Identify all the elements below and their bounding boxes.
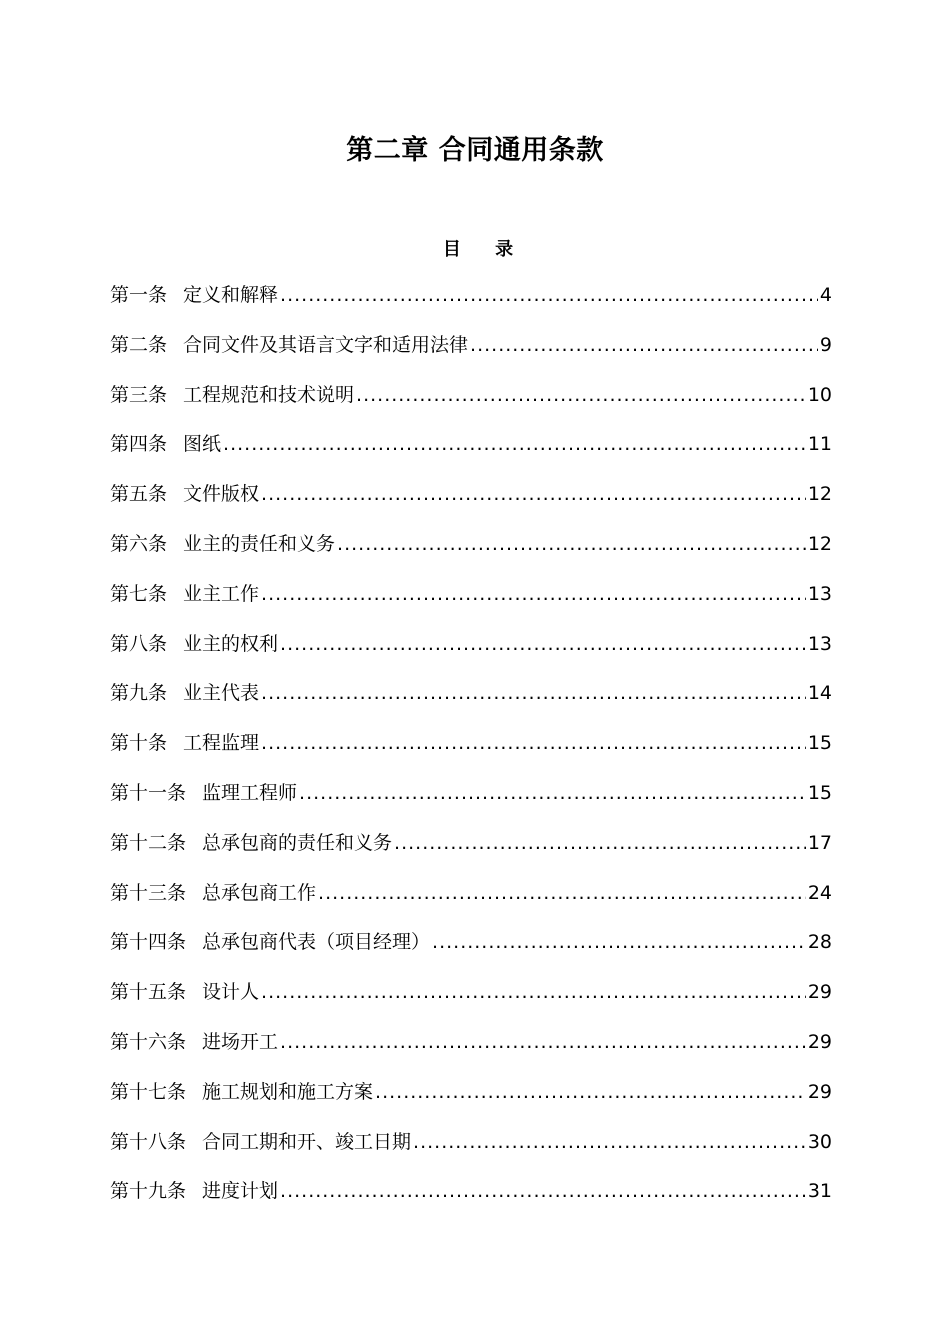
toc-entry-number: 第十六条 [110, 1030, 187, 1053]
toc-entry[interactable] [110, 629, 832, 679]
toc-dot-leader [299, 782, 806, 804]
toc-entry-title: 业主的权利 [183, 632, 279, 655]
toc-entry-title: 文件版权 [183, 483, 260, 506]
toc-entry-title: 施工规划和施工方案 [202, 1080, 374, 1103]
toc-entry-page: 14 [807, 682, 832, 705]
toc-entry-page: 13 [807, 582, 832, 605]
toc-entry-number: 第五条 [110, 483, 168, 506]
toc-dot-leader [470, 334, 818, 356]
toc-entry-title: 总承包商工作 [202, 881, 317, 904]
toc-entry-number: 第十七条 [110, 1080, 187, 1103]
toc-entry-page: 9 [819, 333, 832, 356]
toc-entry-page: 29 [807, 981, 832, 1004]
toc-entry-number: 第九条 [110, 682, 168, 705]
toc-entry-page: 30 [807, 1130, 832, 1153]
toc-entry-title: 定义和解释 [183, 284, 279, 306]
toc-entry-page: 12 [807, 532, 832, 555]
toc-entry-number: 第十三条 [110, 881, 187, 904]
toc-entry-title: 业主工作 [183, 582, 260, 605]
toc-dot-leader [280, 633, 806, 655]
toc-entry[interactable] [110, 380, 832, 430]
toc-entry-title: 工程监理 [183, 732, 260, 755]
toc-entry[interactable] [110, 479, 832, 529]
toc-entry-number: 第十一条 [110, 781, 187, 804]
toc-entry-title: 工程规范和技术说明 [183, 383, 355, 406]
toc-entry-number: 第七条 [110, 582, 168, 605]
toc-dot-leader [394, 832, 806, 854]
toc-entry-title: 总承包商代表（项目经理） [202, 931, 431, 954]
toc-entry[interactable] [110, 828, 832, 878]
toc-entry[interactable] [110, 878, 832, 928]
toc-entry-number: 第十八条 [110, 1130, 187, 1153]
toc-entry-page: 12 [807, 483, 832, 506]
toc-entry[interactable] [110, 330, 832, 380]
toc-entry[interactable] [110, 927, 832, 977]
toc-entry-page: 28 [807, 931, 832, 954]
toc-dot-leader [356, 384, 806, 406]
toc-entry-title: 总承包商的责任和义务 [202, 831, 393, 854]
toc-entry-number: 第六条 [110, 532, 168, 555]
toc-entry[interactable] [110, 1027, 832, 1077]
toc-dot-leader [261, 483, 806, 505]
toc-entry[interactable] [110, 579, 832, 629]
toc-entry[interactable] [110, 1176, 832, 1226]
toc-entry[interactable] [110, 429, 832, 479]
toc-entry[interactable] [110, 977, 832, 1027]
toc-dot-leader [318, 882, 806, 904]
toc-heading: 目 录 [442, 239, 528, 260]
toc-dot-leader [261, 981, 806, 1003]
toc-entry-page: 10 [807, 383, 832, 406]
toc-entry-title: 进场开工 [202, 1030, 279, 1053]
toc-entry-title: 进度计划 [202, 1180, 279, 1203]
toc-dot-leader [280, 1180, 806, 1202]
toc-entry[interactable] [110, 529, 832, 579]
toc-entry-page: 11 [807, 433, 832, 456]
toc-entry[interactable] [110, 678, 832, 728]
toc-entry-page: 24 [807, 881, 832, 904]
toc-entry[interactable] [110, 280, 832, 330]
toc-dot-leader [223, 433, 806, 455]
toc-entry-page: 17 [807, 831, 832, 854]
toc-entry-title: 业主代表 [183, 682, 260, 705]
toc-entry-page: 13 [807, 632, 832, 655]
toc-entry-page: 29 [807, 1030, 832, 1053]
toc-entry-title: 合同文件及其语言文字和适用法律 [183, 333, 469, 356]
toc-entry-page: 15 [807, 781, 832, 804]
toc-entry-title: 业主的责任和义务 [183, 532, 336, 555]
toc-entry-title: 合同工期和开、竣工日期 [202, 1130, 412, 1153]
toc-entry-number: 第一条 [110, 284, 168, 306]
toc-entry-page: 29 [807, 1080, 832, 1103]
toc-entry-title: 设计人 [202, 981, 260, 1004]
toc-dot-leader [432, 931, 806, 953]
toc-entry-number: 第十条 [110, 732, 168, 755]
toc-entry-number: 第三条 [110, 383, 168, 406]
toc-entry[interactable] [110, 1127, 832, 1177]
toc-dot-leader [413, 1131, 806, 1153]
toc-entry-number: 第四条 [110, 433, 168, 456]
toc-dot-leader [280, 1031, 806, 1053]
toc-entry-title: 监理工程师 [202, 781, 298, 804]
toc-entry[interactable] [110, 1077, 832, 1127]
toc-entry-number: 第八条 [110, 632, 168, 655]
toc-entry-page: 4 [819, 284, 832, 306]
toc-entry-number: 第二条 [110, 333, 168, 356]
toc-entry-number: 第十二条 [110, 831, 187, 854]
toc-entry-number: 第十五条 [110, 981, 187, 1004]
toc-dot-leader [337, 533, 806, 555]
toc-entry-title: 图纸 [183, 433, 222, 456]
table-of-contents [110, 280, 832, 1226]
toc-entry-page: 15 [807, 732, 832, 755]
toc-entry-number: 第十九条 [110, 1180, 187, 1203]
toc-entry[interactable] [110, 728, 832, 778]
toc-entry-number: 第十四条 [110, 931, 187, 954]
toc-entry-page: 31 [807, 1180, 832, 1203]
toc-dot-leader [280, 284, 818, 306]
toc-entry[interactable] [110, 778, 832, 828]
toc-dot-leader [261, 732, 806, 754]
toc-dot-leader [261, 682, 806, 704]
toc-dot-leader [375, 1081, 806, 1103]
toc-dot-leader [261, 583, 806, 605]
chapter-title: 第二章 合同通用条款 [346, 135, 604, 166]
